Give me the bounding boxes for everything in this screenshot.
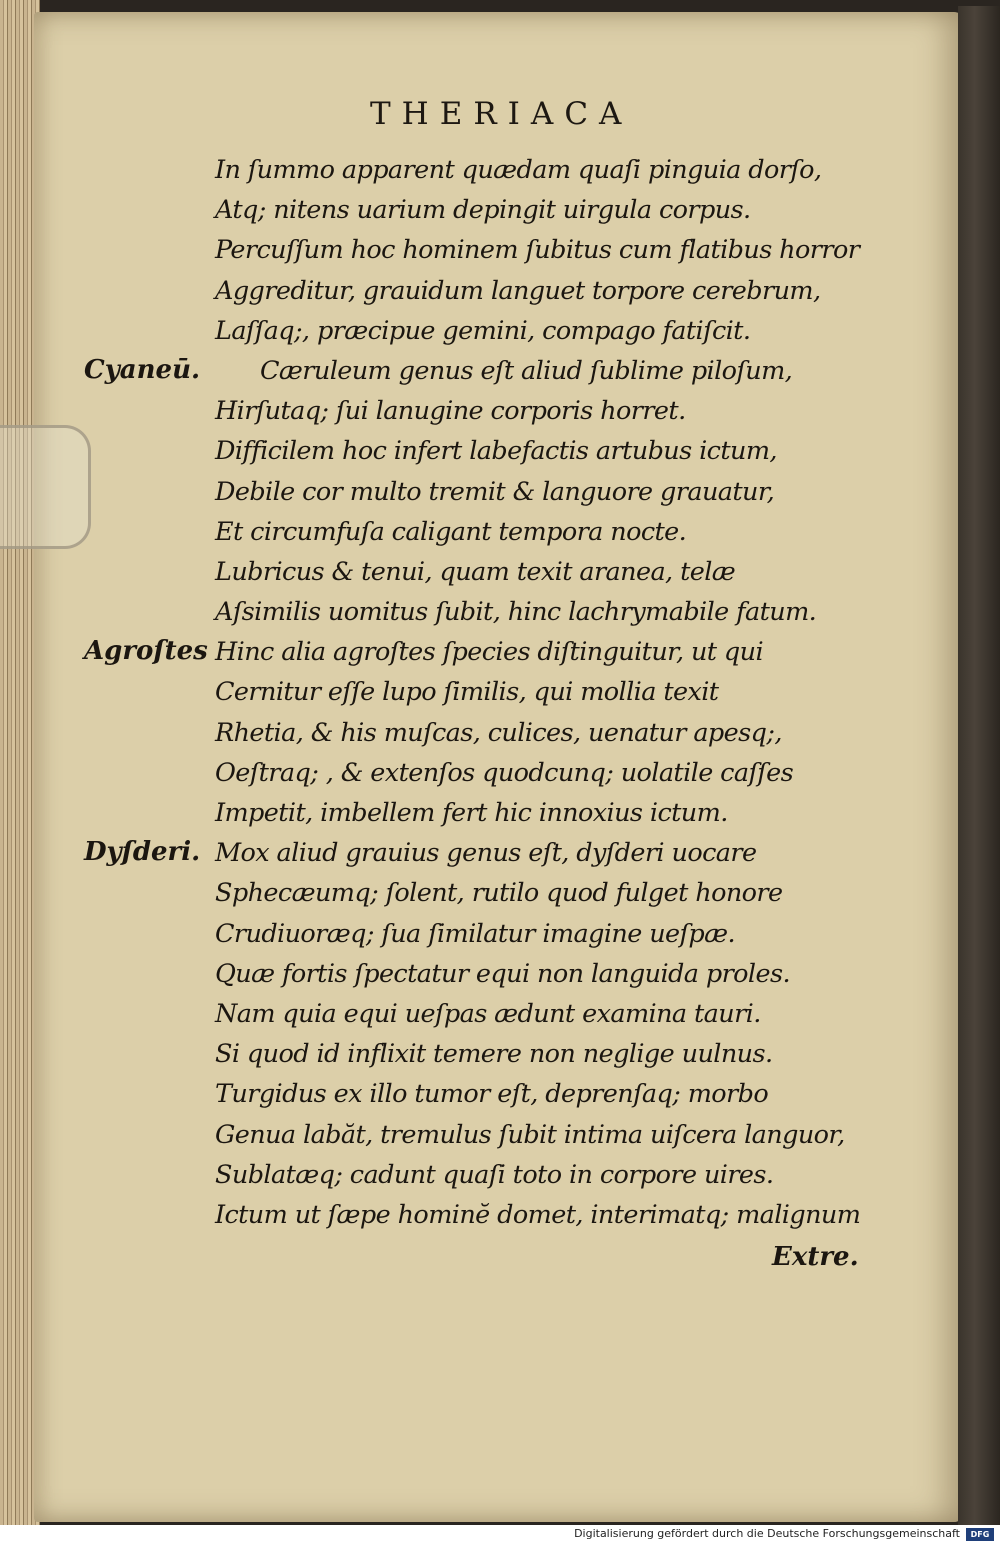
verse-line: Oeſtraq; , & extenſos quodcunq; uolatile caſſes <box>215 757 794 788</box>
marginal-note-dysderi: Dyſderi. <box>84 837 201 867</box>
verse-line: Impetit, imbellem fert hic innoxius ictum. <box>215 798 728 828</box>
verse-line: Laſſaq;, præcipue gemini, compago fatiſcit. <box>215 315 751 346</box>
page-clip <box>0 425 91 549</box>
verse-line: Aſsimilis uomitus ſubit, hinc lachrymabile fatum. <box>215 597 817 628</box>
verse-line: Et circumfuſa caligant tempora nocte. <box>215 516 687 547</box>
verse-line: Si quod id inflixit temere non neglige uulnus. <box>215 1039 773 1070</box>
dfg-logo-icon: DFG <box>966 1528 994 1541</box>
verse-line: Genua labăt, tremulus ſubit intima uiſcera languor, <box>215 1119 845 1150</box>
verse-line: Rhetia, & his muſcas, culices, uenatur apesq;, <box>215 717 782 748</box>
verse-line: In ſummo apparent quædam quaſi pinguia dorſo, <box>215 155 822 185</box>
footer-bar <box>0 1525 1000 1545</box>
verse-line: Nam quia equi ueſpas ædunt examina tauri. <box>215 998 761 1029</box>
marginal-note-cyaneu: Cyaneū. <box>84 355 201 385</box>
verse-line: Cæruleum genus eſt aliud ſublime piloſum, <box>260 355 793 386</box>
funding-credit: Digitalisierung gefördert durch die Deutsche Forschungsgemeinschaft <box>574 1527 960 1540</box>
verse-line: Aggreditur, grauidum languet torpore cerebrum, <box>215 275 821 306</box>
verse-line: Difficilem hoc infert labefactis artubus ictum, <box>215 436 777 467</box>
verse-line: Mox aliud grauius genus eſt, dyſderi uocare <box>215 838 757 869</box>
verse-line: Sphecæumq; ſolent, rutilo quod fulget honore <box>215 878 783 909</box>
binding-edge <box>958 6 1000 1526</box>
verse-line: Cernitur eſſe lupo ſimilis, qui mollia texit <box>215 677 719 708</box>
verse-line: Percuſſum hoc hominem ſubitus cum flatibus horror <box>215 235 860 266</box>
verse-line: Atq; nitens uarium depingit uirgula corpus. <box>215 195 751 226</box>
verse-line: Sublatæq; cadunt quaſi toto in corpore uires. <box>215 1159 774 1190</box>
verse-line: Crudiuoræq; ſua ſimilatur imagine ueſpæ. <box>215 918 735 949</box>
verse-text <box>215 150 885 1235</box>
verse-line: Hinc alia agroſtes ſpecies diſtinguitur, ut qui <box>215 637 764 668</box>
marginal-note-agrostes: Agroſtes <box>84 636 208 666</box>
verse-line: Hirſutaq; ſui lanugine corporis horret. <box>215 396 686 427</box>
verse-line: Lubricus & tenui, quam texit aranea, telæ <box>215 556 736 587</box>
verse-line: Debile cor multo tremit & languore grauatur, <box>215 476 775 507</box>
running-head: THERIACA <box>370 96 633 132</box>
verse-line: Quæ fortis ſpectatur equi non languida proles. <box>215 958 790 989</box>
catchword: Extre. <box>772 1242 859 1272</box>
verse-line: Turgidus ex illo tumor eſt, deprenſaq; morbo <box>215 1079 769 1110</box>
verse-line: Ictum ut ſæpe hominĕ domet, interimatq; malignum <box>215 1199 861 1230</box>
